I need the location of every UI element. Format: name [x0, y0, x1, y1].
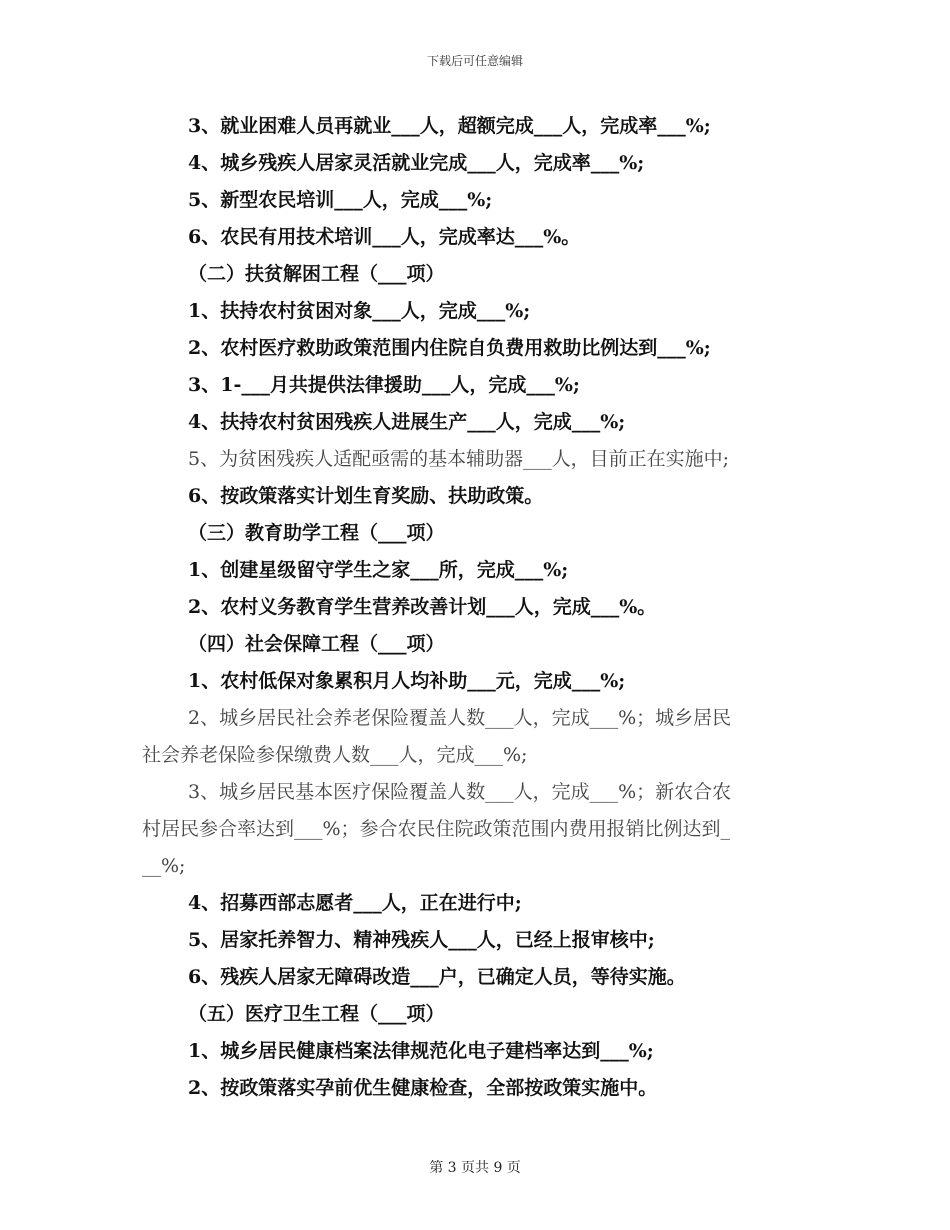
text-line: 6、农民有用技术培训___人，完成率达___%。 — [188, 226, 581, 248]
text-line: 1、扶持农村贫困对象___人，完成___%; — [188, 300, 531, 322]
document-body — [142, 108, 812, 1107]
text-line: 5、为贫困残疾人适配亟需的基本辅助器___人，目前正在实施中; — [188, 448, 729, 470]
text-line: 4、招募西部志愿者___人，正在进行中; — [188, 892, 522, 914]
page-footer: 第 3 页共 9 页 — [429, 1160, 521, 1176]
text-line: 3、城乡居民基本医疗保险覆盖人数___人，完成___%；新农合农 — [188, 781, 732, 803]
text-line: （三）教育助学工程（___项） — [188, 522, 445, 544]
text-line: （二）扶贫解困工程（___项） — [188, 263, 445, 285]
text-line: 1、农村低保对象累积月人均补助___元，完成___%; — [188, 670, 626, 692]
text-line: 村居民参合率达到___%；参合农民住院政策范围内费用报销比例达到_ — [142, 818, 731, 840]
text-line: 社会养老保险参保缴费人数___人，完成___%; — [142, 744, 528, 766]
text-line: 3、就业困难人员再就业___人，超额完成___人，完成率___%; — [188, 115, 711, 137]
page-header: 下载后可任意编辑 — [426, 54, 523, 68]
text-line: 6、残疾人居家无障碍改造___户，已确定人员，等待实施。 — [188, 966, 686, 988]
text-line: （五）医疗卫生工程（___项） — [188, 1003, 445, 1025]
text-line: __%; — [142, 855, 186, 877]
text-line: 5、居家托养智力、精神残疾人___人，已经上报审核中; — [188, 929, 655, 951]
text-line: 4、扶持农村贫困残疾人进展生产___人，完成___%; — [188, 411, 626, 433]
text-line: 4、城乡残疾人居家灵活就业完成___人，完成率___%; — [188, 152, 645, 174]
text-line: 2、按政策落实孕前优生健康检查，全部按政策实施中。 — [188, 1077, 658, 1099]
text-line: 5、新型农民培训___人，完成___%; — [188, 189, 493, 211]
text-line: 6、按政策落实计划生育奖励、扶助政策。 — [188, 485, 544, 507]
text-line: （四）社会保障工程（___项） — [188, 633, 445, 655]
text-line: 1、城乡居民健康档案法律规范化电子建档率达到___%; — [188, 1040, 654, 1062]
text-line: 2、农村义务教育学生营养改善计划___人，完成___%。 — [188, 596, 657, 618]
text-line: 3、1-___月共提供法律援助___人，完成___%; — [188, 374, 580, 396]
text-line: 1、创建星级留守学生之家___所，完成___%; — [188, 559, 569, 581]
text-line: 2、城乡居民社会养老保险覆盖人数___人，完成___%；城乡居民 — [188, 707, 732, 729]
text-line: 2、农村医疗救助政策范围内住院自负费用救助比例达到___%; — [188, 337, 711, 359]
